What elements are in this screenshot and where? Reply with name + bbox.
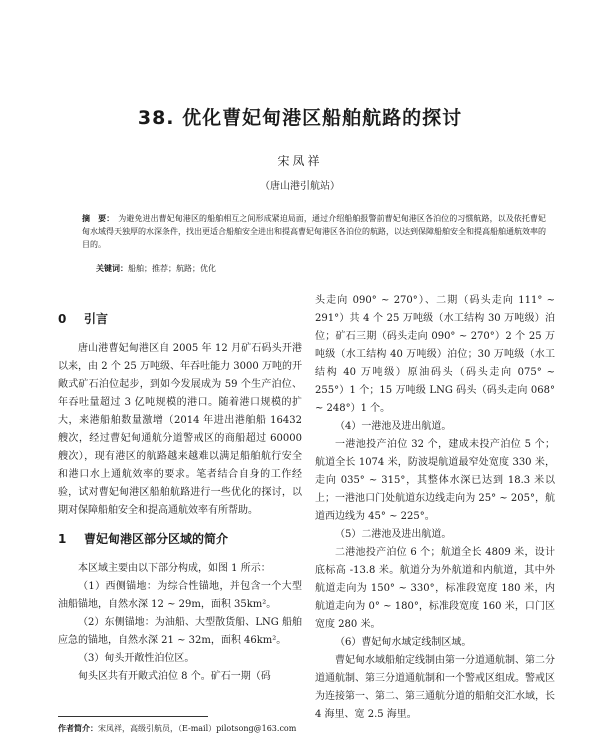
footnote-divider [58,716,208,717]
paper-title: 38. 优化曹妃甸港区船舶航路的探讨 [137,107,463,129]
section-title: 曹妃甸港区部分区域的简介 [84,532,229,546]
left-column [58,300,302,686]
body-paragraph: 一港池投产泊位 32 个，建成未投产泊位 5 个；航道全长 1074 米，防波堤航道最窄处宽度 330 米，走向 035° ~ 315°，其整体水深已达到 18.3 米以上；一港池口门处航道东边线走向为 25° ~ 205°，航道西边线为 45° ~ 225°。 [315,439,555,522]
body-paragraph: （6）曹妃甸水域定线制区域。 [335,637,472,648]
body-paragraph: （2）东侧锚地：为油船、大型散货船、LNG 船舶应急的锚地，自然水深 21 ~ 32m，面积 46km²。 [58,617,302,646]
section-number: 1 [58,532,67,546]
abstract-text: 为避免进出曹妃甸港区的船舶相互之间形成紧迫局面，通过介绍船舶报警前曹妃甸港区各泊位的习惯航路，以及依托曹妃甸水域得天独厚的水深条件，找出更适合船舶安全进出和提高曹妃甸港区各泊位的航路，以达到保障船舶安全和提高船舶通航效率的目的。 [82,214,547,249]
abstract-label: 摘 要： [82,214,115,223]
body-paragraph: 曹妃甸水域船舶定线制由第一分道通航制、第二分道通航制、第三分道通航制和一个警戒区组成。警戒区为连接第一、第二、第三通航分道的船舶交汇水域，长 4 海里、宽 2.5 海里。 [315,655,555,720]
body-paragraph: 甸头区共有开敞式泊位 8 个。矿石一期（码 [78,671,271,682]
body-paragraph: （5）二港池及进出航道。 [335,529,452,540]
section-title: 引言 [84,312,109,326]
body-paragraph: 头走向 090° ~ 270°）、二期（码头走向 111° ~ 291°）共 4 个 25 万吨级（水工结构 30 万吨级）泊位；矿石三期（码头走向 090° ~ 270°）2 个 25 万吨级（水工结构 40 万吨级）泊位；30 万吨级（水工结构 40 万吨级）原油码头（码头走向 075° ~ 255°）1 个；15 万吨级 LNG 码头（码头走向 068° ~ 248°）1 个。 [315,295,555,414]
section-heading [58,530,302,548]
keywords-text: 船舶；推荐；航路；优化 [128,264,216,273]
footnote-label: 作者简介： [58,724,98,733]
section-number: 0 [58,312,67,326]
body-paragraph: （4）一港池及进出航道。 [335,421,452,432]
author-affiliation: （唐山港引航站） [260,181,340,192]
right-column [315,292,555,724]
author-name: 宋凤祥 [277,154,323,168]
footnote-text: 宋凤祥，高级引航员，（E-mail）pilotsong@163.com [98,724,297,733]
abstract [82,212,546,251]
body-paragraph: （1）西侧锚地：为综合性锚地，并包含一个大型油船锚地，自然水深 12 ~ 29m，面积 35km²。 [58,581,302,610]
body-paragraph: （3）甸头开敞性泊位区。 [78,653,195,664]
keywords-label: 关键词： [96,264,128,273]
keywords [96,262,546,275]
body-paragraph: 本区域主要由以下部分构成，如图 1 所示： [78,563,271,574]
footnote [58,723,296,735]
body-paragraph: 唐山港曹妃甸港区自 2005 年 12 月矿石码头开港以来，由 2 个 25 万吨级、年吞吐能力 3000 万吨的开敞式矿石泊位起步，到如今发展成为 59 个生产泊位、年吞吐量超过 3 亿吨规模的港口。随着港口规模的扩大，来港船舶数量激增（2014 年进出港舶船 16432 艘次，经过曹妃甸通航分道警戒区的商船超过 60000 艘次），现有港区的航路越来越难以满足船舶航行安全和港口水上通航效率的要求。笔者结合自身的工作经验，试对曹妃甸港区船舶航路进行一些优化的探讨，以期对保障船舶安全和提高通航效率有所帮助。 [58,343,302,516]
section-heading [58,310,302,328]
body-paragraph: 二港池投产泊位 6 个；航道全长 4809 米，设计底标高 -13.8 米。航道分为外航道和内航道，其中外航道走向为 150° ~ 330°，标准段宽度 180 米，内航道走向为 0° ~ 180°，标准段宽度 160 米，口门区宽度 280 米。 [315,547,555,630]
